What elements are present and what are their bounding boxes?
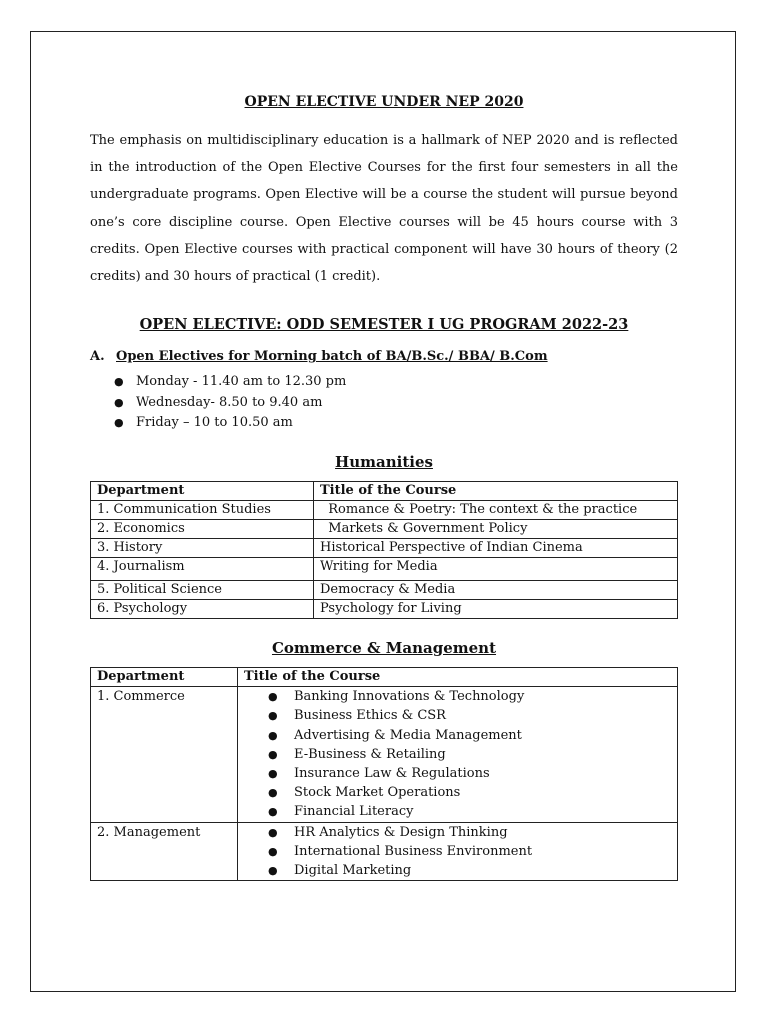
course-list: [244, 687, 671, 821]
list-item: [268, 842, 671, 861]
list-item: [268, 823, 671, 842]
table-row: [91, 822, 678, 881]
document-content: [90, 94, 678, 881]
table-row: [91, 539, 678, 558]
course-title: Stock Market Operations: [294, 785, 461, 801]
commerce-table: [90, 667, 678, 881]
department-cell: 1. Communication Studies: [91, 501, 314, 520]
intro-line: one’s core discipline course. Open Elective courses will be 45 hours course with 3 credits.: [90, 214, 678, 257]
intro-paragraph: [90, 127, 678, 290]
list-item: [268, 783, 671, 802]
course-title: E-Business & Retailing: [294, 746, 446, 762]
department-cell: 5. Political Science: [91, 581, 314, 600]
intro-line: the introduction of the Open Elective Courses for the first four semesters in all the: [108, 160, 678, 176]
column-header-department: Department: [91, 668, 238, 687]
table-header-row: [91, 668, 678, 687]
course-cell: Historical Perspective of Indian Cinema: [314, 539, 678, 558]
column-header-course: Title of the Course: [238, 668, 678, 687]
intro-line: The emphasis on multidisciplinary education is a hallmark of NEP 2020 and is reflected in: [90, 133, 678, 176]
list-item: [268, 706, 671, 725]
bullet-icon: ●: [268, 805, 278, 819]
semester-subtitle: OPEN ELECTIVE: ODD SEMESTER I UG PROGRAM 2022-23: [139, 316, 629, 334]
course-title: HR Analytics & Design Thinking: [294, 824, 508, 840]
bullet-icon: ●: [268, 786, 278, 800]
bullet-icon: ●: [268, 709, 278, 723]
table-header-row: [91, 482, 678, 501]
intro-line: 30 hours of practical (1 credit).: [173, 269, 381, 285]
course-cell: Writing for Media: [314, 558, 678, 581]
course-cell: Psychology for Living: [314, 600, 678, 619]
list-item: [268, 802, 671, 821]
column-header-department: Department: [91, 482, 314, 501]
section-marker: A.: [90, 349, 105, 365]
list-item: [268, 745, 671, 764]
list-item: [268, 861, 671, 880]
list-item: [268, 764, 671, 783]
course-list: [244, 823, 671, 881]
table-row: [91, 520, 678, 539]
section-a-heading: [90, 349, 678, 364]
table-row: [91, 558, 678, 581]
course-cell: Democracy & Media: [314, 581, 678, 600]
bullet-icon: ●: [114, 375, 124, 389]
section-heading-text: Open Electives for Morning batch of BA/B.Sc./ BBA/ B.Com: [116, 349, 548, 365]
schedule-text: Wednesday- 8.50 to 9.40 am: [136, 394, 323, 410]
department-cell: 1. Commerce: [91, 687, 238, 822]
course-title: Advertising & Media Management: [294, 727, 522, 743]
schedule-text: Monday - 11.40 am to 12.30 pm: [136, 374, 347, 390]
commerce-heading: Commerce & Management: [271, 639, 497, 658]
bullet-icon: ●: [268, 766, 278, 780]
bullet-icon: ●: [268, 844, 278, 858]
column-header-course: Title of the Course: [314, 482, 678, 501]
course-cell: Markets & Government Policy: [314, 520, 678, 539]
schedule-text: Friday – 10 to 10.50 am: [136, 414, 293, 430]
course-cell: [238, 822, 678, 881]
humanities-table: [90, 481, 678, 619]
list-item: [114, 413, 678, 433]
department-cell: 4. Journalism: [91, 558, 314, 581]
bullet-icon: ●: [114, 395, 124, 409]
table-row: [91, 687, 678, 822]
course-title: Digital Marketing: [294, 862, 412, 878]
department-cell: 2. Economics: [91, 520, 314, 539]
list-item: [268, 726, 671, 745]
list-item: [114, 393, 678, 413]
intro-line: undergraduate programs. Open Elective will be a course the student will pursue beyond: [90, 187, 678, 203]
humanities-heading: Humanities: [335, 453, 433, 472]
intro-line: Open Elective courses with practical component will have 30 hours of theory (2 credits) and: [90, 241, 678, 285]
bullet-icon: ●: [268, 747, 278, 761]
course-cell: [238, 687, 678, 822]
list-item: [114, 372, 678, 392]
course-title: International Business Environment: [294, 843, 533, 859]
department-cell: 2. Management: [91, 822, 238, 881]
course-title: Banking Innovations & Technology: [294, 689, 525, 705]
bullet-icon: ●: [268, 728, 278, 742]
bullet-icon: ●: [114, 415, 124, 429]
table-row: [91, 501, 678, 520]
course-title: Business Ethics & CSR: [294, 708, 446, 724]
course-cell: Romance & Poetry: The context & the practice: [314, 501, 678, 520]
department-cell: 3. History: [91, 539, 314, 558]
list-item: [268, 687, 671, 706]
document-title: OPEN ELECTIVE UNDER NEP 2020: [244, 94, 524, 110]
table-row: [91, 581, 678, 600]
department-cell: 6. Psychology: [91, 600, 314, 619]
bullet-icon: ●: [268, 825, 278, 839]
bullet-icon: ●: [268, 863, 278, 877]
bullet-icon: ●: [268, 690, 278, 704]
table-row: [91, 600, 678, 619]
course-title: Insurance Law & Regulations: [294, 765, 490, 781]
schedule-list: [90, 372, 678, 433]
course-title: Financial Literacy: [294, 804, 414, 820]
